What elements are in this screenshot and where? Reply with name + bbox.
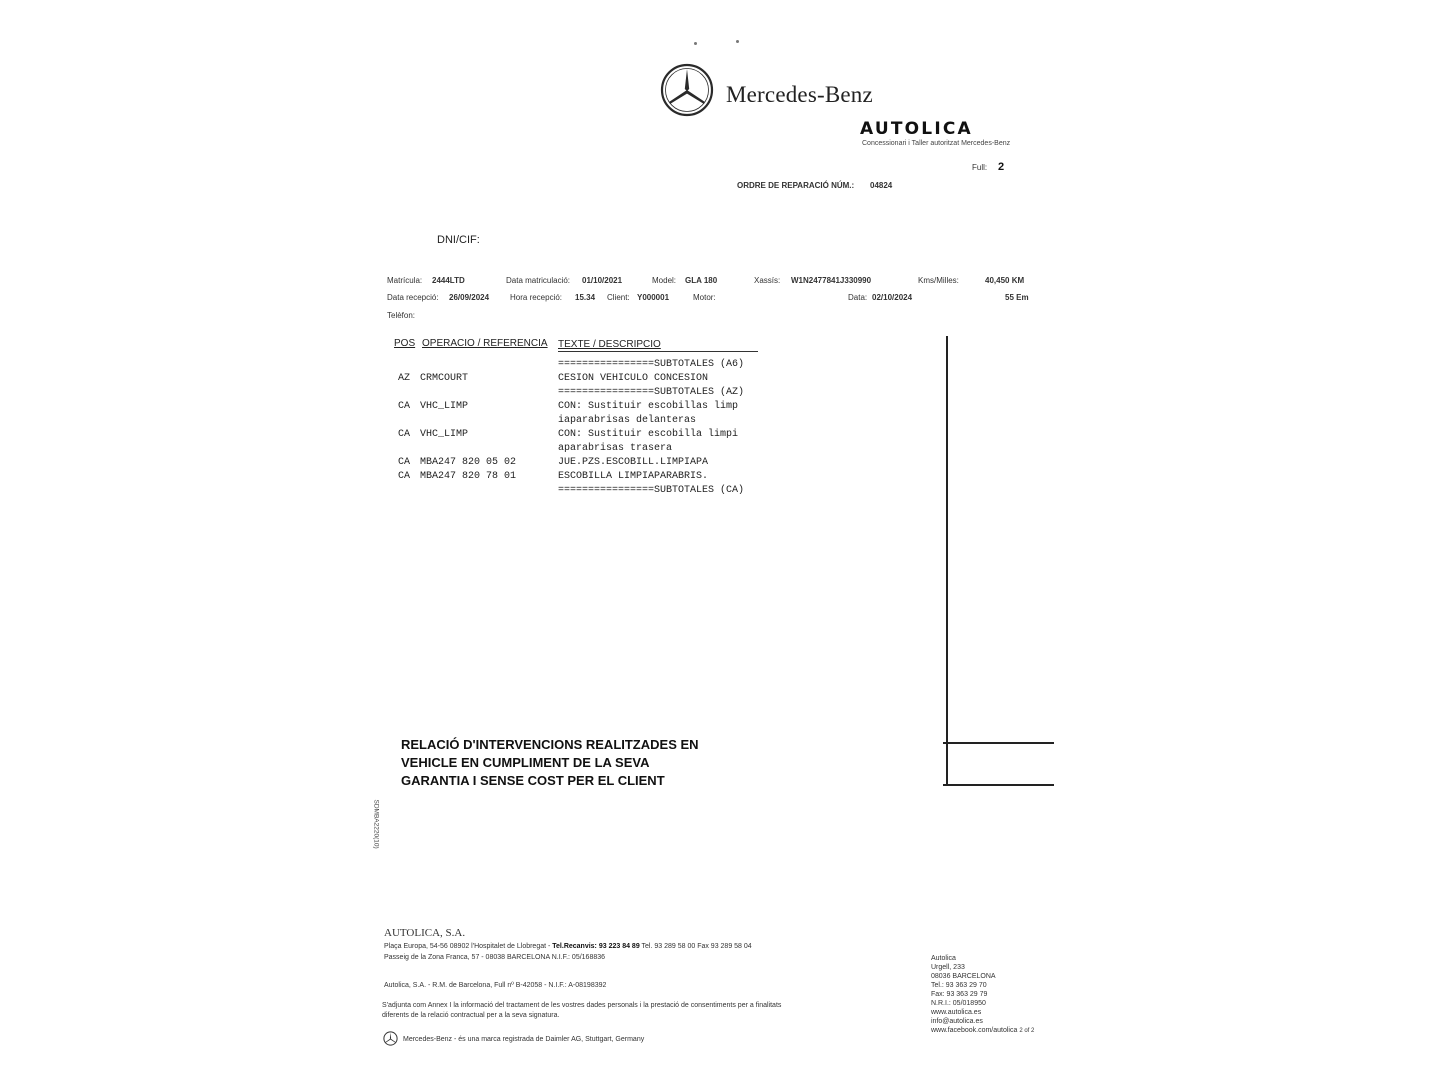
kms-label: Kms/Milles:	[918, 276, 959, 285]
row-text: ESCOBILLA LIMPIAPARABRIS.	[558, 471, 709, 482]
footer-address-1a: Plaça Europa, 54-56 08902 l'Hospitalet de Llobregat -	[384, 943, 553, 950]
brand-name: Mercedes-Benz	[726, 82, 873, 107]
mercedes-small-logo-icon	[383, 1031, 398, 1046]
ss-value: 55 Em	[1005, 293, 1029, 302]
row-text: CON: Sustituir escobilla limpi	[558, 429, 739, 440]
date-label: Data:	[848, 293, 868, 302]
row-pos: CA	[398, 429, 411, 440]
reception-date-label: Data recepció:	[387, 293, 439, 302]
description-header-rule	[558, 351, 758, 352]
form-code: SDMBA2220(10)	[372, 799, 380, 849]
kms-value: 40,450 KM	[985, 276, 1025, 285]
col-operation-header: OPERACIO / REFERENCIA	[422, 338, 548, 349]
footer-company: AUTOLICA, S.A.	[384, 927, 466, 939]
contact-line: N.R.I.: 05/018950	[931, 1000, 986, 1007]
footer-trademark: Mercedes-Benz - és una marca registrada de Daimler AG, Stuttgart, Germany	[403, 1036, 645, 1043]
contact-line: info@autolica.es	[931, 1018, 983, 1025]
footer-privacy-2: diferents de la relació contractual per a la seva signatura.	[382, 1012, 560, 1019]
sheet-label: Full:	[972, 163, 988, 172]
row-text: ================SUBTOTALES (CA)	[558, 485, 745, 496]
row-text: JUE.PZS.ESCOBILL.LIMPIAPA	[558, 457, 709, 468]
footer-address-2: Passeig de la Zona Franca, 57 - 08038 BARCELONA N.I.F.: 05/168836	[384, 954, 606, 961]
row-pos: CA	[398, 471, 411, 482]
row-text: CESION VEHICULO CONCESION	[558, 373, 709, 384]
model-value: GLA 180	[685, 276, 718, 285]
contact-line: www.autolica.es	[931, 1009, 982, 1016]
matricula-value: 2444LTD	[432, 276, 465, 285]
mercedes-star-logo-icon	[660, 63, 714, 117]
contact-line: Urgell, 233	[931, 964, 965, 971]
date-value: 02/10/2024	[872, 293, 913, 302]
client-value: Y000001	[637, 293, 670, 302]
footer-privacy-1: S'adjunta com Annex I la informació del tractament de les vostres dades personals i la prestació de consentiments per a finalitats	[382, 1002, 782, 1009]
amount-column-rule	[946, 336, 948, 784]
footer-contact-block	[931, 954, 1034, 1036]
row-ref: CRMCOURT	[420, 373, 469, 384]
row-ref: MBA247 820 05 02	[420, 457, 517, 468]
warranty-line-1: RELACIÓ D'INTERVENCIONS REALITZADES EN	[401, 737, 699, 752]
contact-line: Fax: 93 363 29 79	[931, 991, 988, 998]
page-number: 2 of 2	[1019, 1028, 1035, 1034]
row-pos: CA	[398, 457, 411, 468]
dealer-name: AUTOLICA	[860, 119, 973, 139]
contact-line	[931, 1026, 1034, 1036]
matricula-label: Matrícula:	[387, 276, 423, 285]
registration-date-label: Data matriculació:	[506, 276, 571, 285]
footer-registry: Autolica, S.A. - R.M. de Barcelona, Full nº B-42058 - N.I.F.: A-08198392	[384, 982, 607, 989]
model-label: Model:	[652, 276, 677, 285]
warranty-line-3: GARANTIA I SENSE COST PER EL CLIENT	[401, 773, 665, 788]
footer-spares-phone: Tel.Recanvis: 93 223 84 89	[552, 943, 640, 950]
chassis-label: Xassís:	[754, 276, 781, 285]
reception-time-value: 15.34	[575, 293, 596, 302]
footer-address-1c: Tel. 93 289 58 00 Fax 93 289 58 04	[639, 943, 752, 950]
row-pos: AZ	[398, 373, 411, 384]
total-box-bottom-rule	[943, 784, 1054, 786]
row-text: ================SUBTOTALES (AZ)	[558, 387, 745, 398]
order-number: 04824	[870, 181, 893, 190]
row-text: ================SUBTOTALES (A6)	[558, 359, 745, 370]
registration-date-value: 01/10/2021	[582, 276, 623, 285]
contact-line: Autolica	[931, 955, 956, 962]
row-text: aparabrisas trasera	[558, 443, 673, 454]
row-text: CON: Sustituir escobillas limp	[558, 401, 739, 412]
total-box-top-rule	[943, 742, 1054, 744]
dealer-subtitle: Concessionari i Taller autoritzat Mercedes-Benz	[862, 140, 1011, 147]
sheet-number: 2	[998, 161, 1005, 173]
row-ref: VHC_LIMP	[420, 401, 469, 412]
contact-line: 08036 BARCELONA	[931, 973, 996, 980]
row-pos: CA	[398, 401, 411, 412]
col-pos-header: POS	[394, 338, 416, 349]
col-description-header: TEXTE / DESCRIPCIO	[558, 339, 661, 350]
contact-facebook: www.facebook.com/autolica	[931, 1027, 1018, 1034]
reception-date-value: 26/09/2024	[449, 293, 490, 302]
warranty-statement	[401, 736, 721, 790]
row-ref: MBA247 820 78 01	[420, 471, 517, 482]
reception-time-label: Hora recepció:	[510, 293, 563, 302]
order-label: ORDRE DE REPARACIÓ NÚM.:	[737, 181, 855, 190]
dni-label: DNI/CIF:	[437, 234, 480, 246]
motor-label: Motor:	[693, 293, 716, 302]
warranty-line-2: VEHICLE EN CUMPLIMENT DE LA SEVA	[401, 755, 650, 770]
client-label: Client:	[607, 293, 630, 302]
chassis-value: W1N2477841J330990	[791, 276, 872, 285]
footer-address-1	[384, 943, 752, 950]
row-ref: VHC_LIMP	[420, 429, 469, 440]
row-text: iaparabrisas delanteras	[558, 415, 697, 426]
phone-label: Telèfon:	[387, 311, 416, 320]
contact-line: Tel.: 93 363 29 70	[931, 982, 987, 989]
